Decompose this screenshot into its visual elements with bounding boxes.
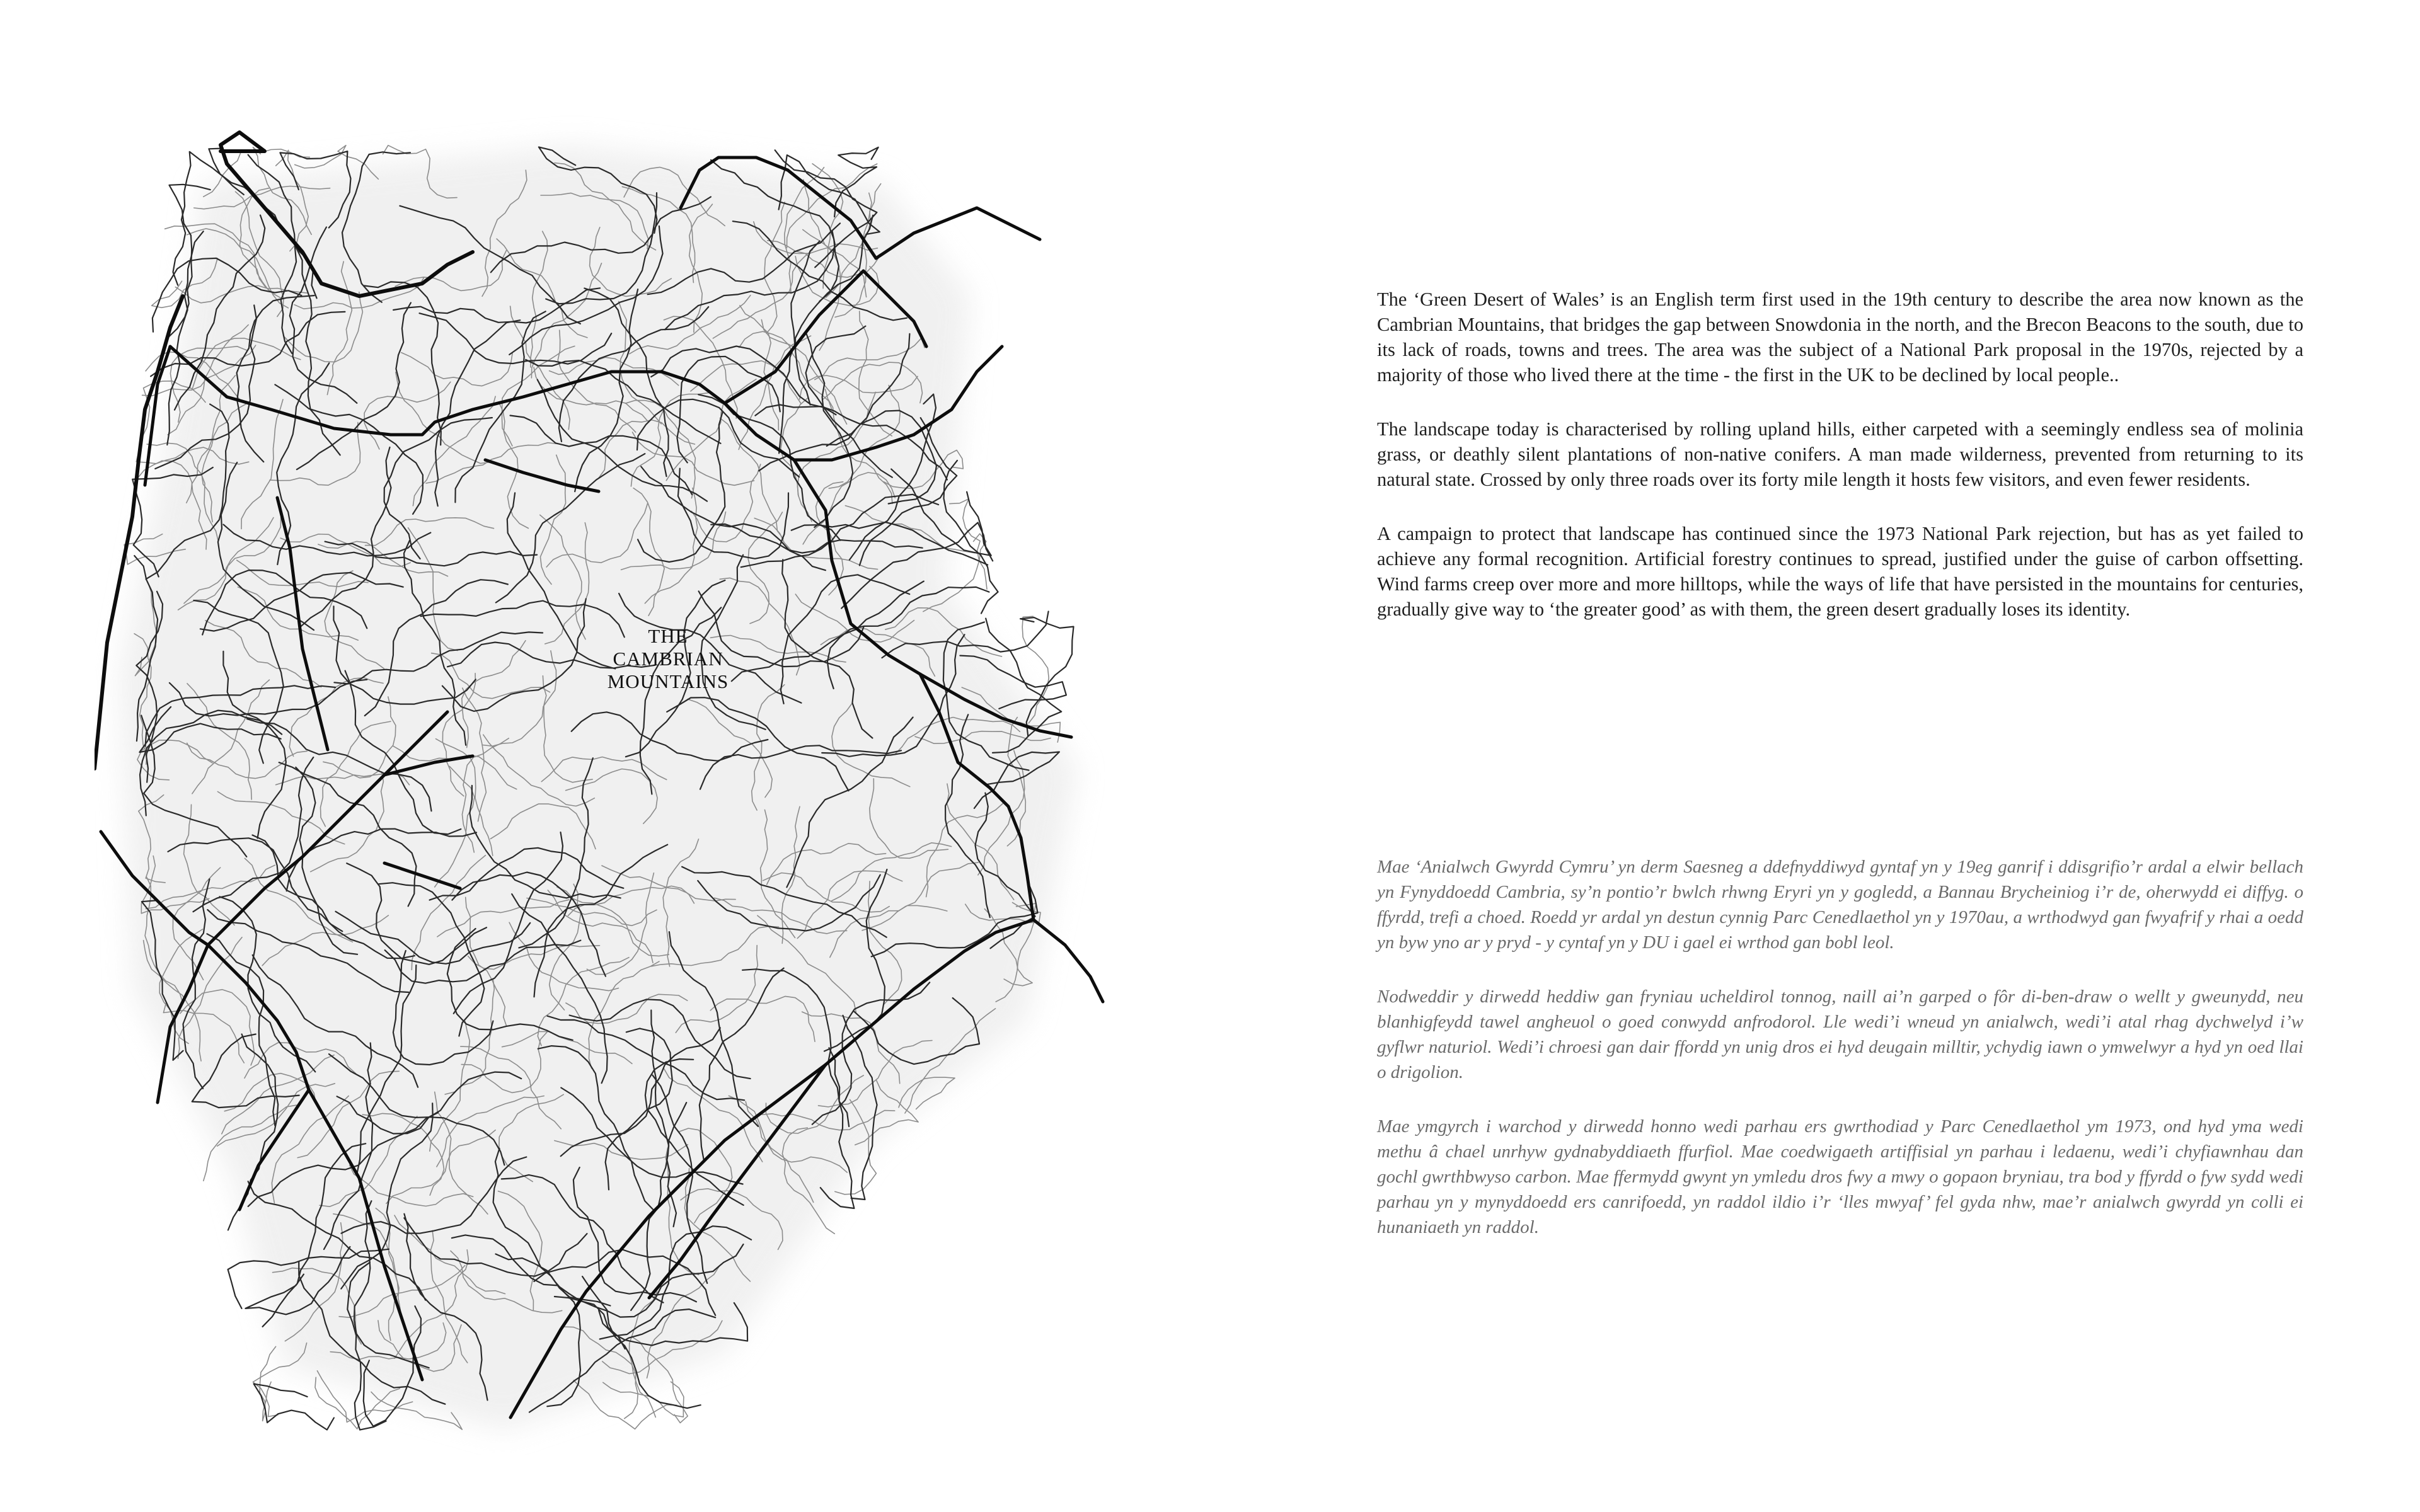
map-label-line-1: THE bbox=[648, 625, 688, 647]
map-title-label bbox=[586, 625, 750, 693]
english-paragraph-3: A campaign to protect that landscape has continued since the 1973 National Park rejection, but has as yet failed to achieve any formal recognition. Artificial forestry continues to spread, justified under the guise of carbon offsetting. Wind farms creep over more and more hilltops, while the ways of life that have persisted in the mountains for centuries, gradually give way to ‘the greater good’ as with them, the green desert gradually loses its identity. bbox=[1377, 523, 2303, 620]
relief-shading bbox=[120, 145, 1078, 1430]
english-text bbox=[1377, 287, 2303, 651]
map-label-line-2: CAMBRIAN bbox=[613, 648, 723, 670]
welsh-paragraph-3: Mae ymgyrch i warchod y dirwedd honno wedi parhau ers gwrthodiad y Parc Cenedlaethol ym 1973, ond hyd yma wedi methu â chael unrhyw gydnabyddiaeth ffurfiol. Mae coedwigaeth artiffisial yn parhau i ledaenu, wedi’i chyfiawnhau dan gochl gwrthbwyso carbon. Mae ffermydd gwynt yn ymledu dros fwy a mwy o gopaon bryniau, tra bod y ffyrdd o fyw sydd wedi parhau yn y mynyddoedd ers canrifoedd, yn raddol ildio i’r ‘lles mwyaf’ fel gyda nhw, mae’r anialwch gwyrdd yn colli ei hunaniaeth yn raddol. bbox=[1377, 1116, 2303, 1237]
welsh-paragraph-1: Mae ‘Anialwch Gwyrdd Cymru’ yn derm Saesneg a ddefnyddiwyd gyntaf yn y 19eg ganrif i ddisgrifio’r ardal a elwir bellach yn Fynyddoedd Cambria, sy’n pontio’r bwlch rhwng Eryri yn y gogledd, a Bannau Brycheiniog i’r de, oherwydd ei diffyg. o ffyrdd, trefi a choed. Roedd yr ardal yn destun cynnig Parc Cenedlaethol yn y 1970au, a wrthodwyd gan fwyafrif y rhai a oedd yn byw yno ar y pryd - y cyntaf yn y DU i gael ei wrthod gan bobl leol. bbox=[1377, 857, 2303, 953]
stream bbox=[260, 1346, 275, 1421]
english-paragraph-1: The ‘Green Desert of Wales’ is an English term first used in the 19th century to describe the area now known as the Cambrian Mountains, that bridges the gap between Snowdonia in the north, and the Brecon Beacons to the south, due to its lack of roads, towns and trees. The area was the subject of a National Park proposal in the 1970s, rejected by a majority of those who lived there at the time - the first in the UK to be declined by local people.. bbox=[1377, 289, 2303, 386]
cambrian-road-map bbox=[95, 107, 1134, 1455]
minor-road bbox=[254, 1384, 334, 1430]
welsh-text bbox=[1377, 854, 2303, 1269]
map-panel bbox=[95, 107, 1134, 1455]
map-label-line-3: MOUNTAINS bbox=[607, 670, 729, 692]
welsh-paragraph-2: Nodweddir y dirwedd heddiw gan fryniau ucheldirol tonnog, naill ai’n garped o fôr di-ben-draw o wellt y gweunydd, neu blanhigfeydd tawel angheuol o goed conwydd anfrodorol. Lle wedi’i wneud yn anialwch, wedi’i atal rhag dychwelyd i’w gyflwr naturiol. Wedi’i chroesi gan dair ffordd yn unig dros ei hyd deugain milltir, ychydig iawn o ymwelwyr a hyd yn oed llai o drigolion. bbox=[1377, 987, 2303, 1082]
english-paragraph-2: The landscape today is characterised by rolling upland hills, either carpeted with a seemingly endless sea of molinia grass, or deathly silent plantations of non-native conifers. A man made wilderness, prevented from returning to its natural state. Crossed by only three roads over its forty mile length it hosts few visitors, and even fewer residents. bbox=[1377, 418, 2303, 490]
